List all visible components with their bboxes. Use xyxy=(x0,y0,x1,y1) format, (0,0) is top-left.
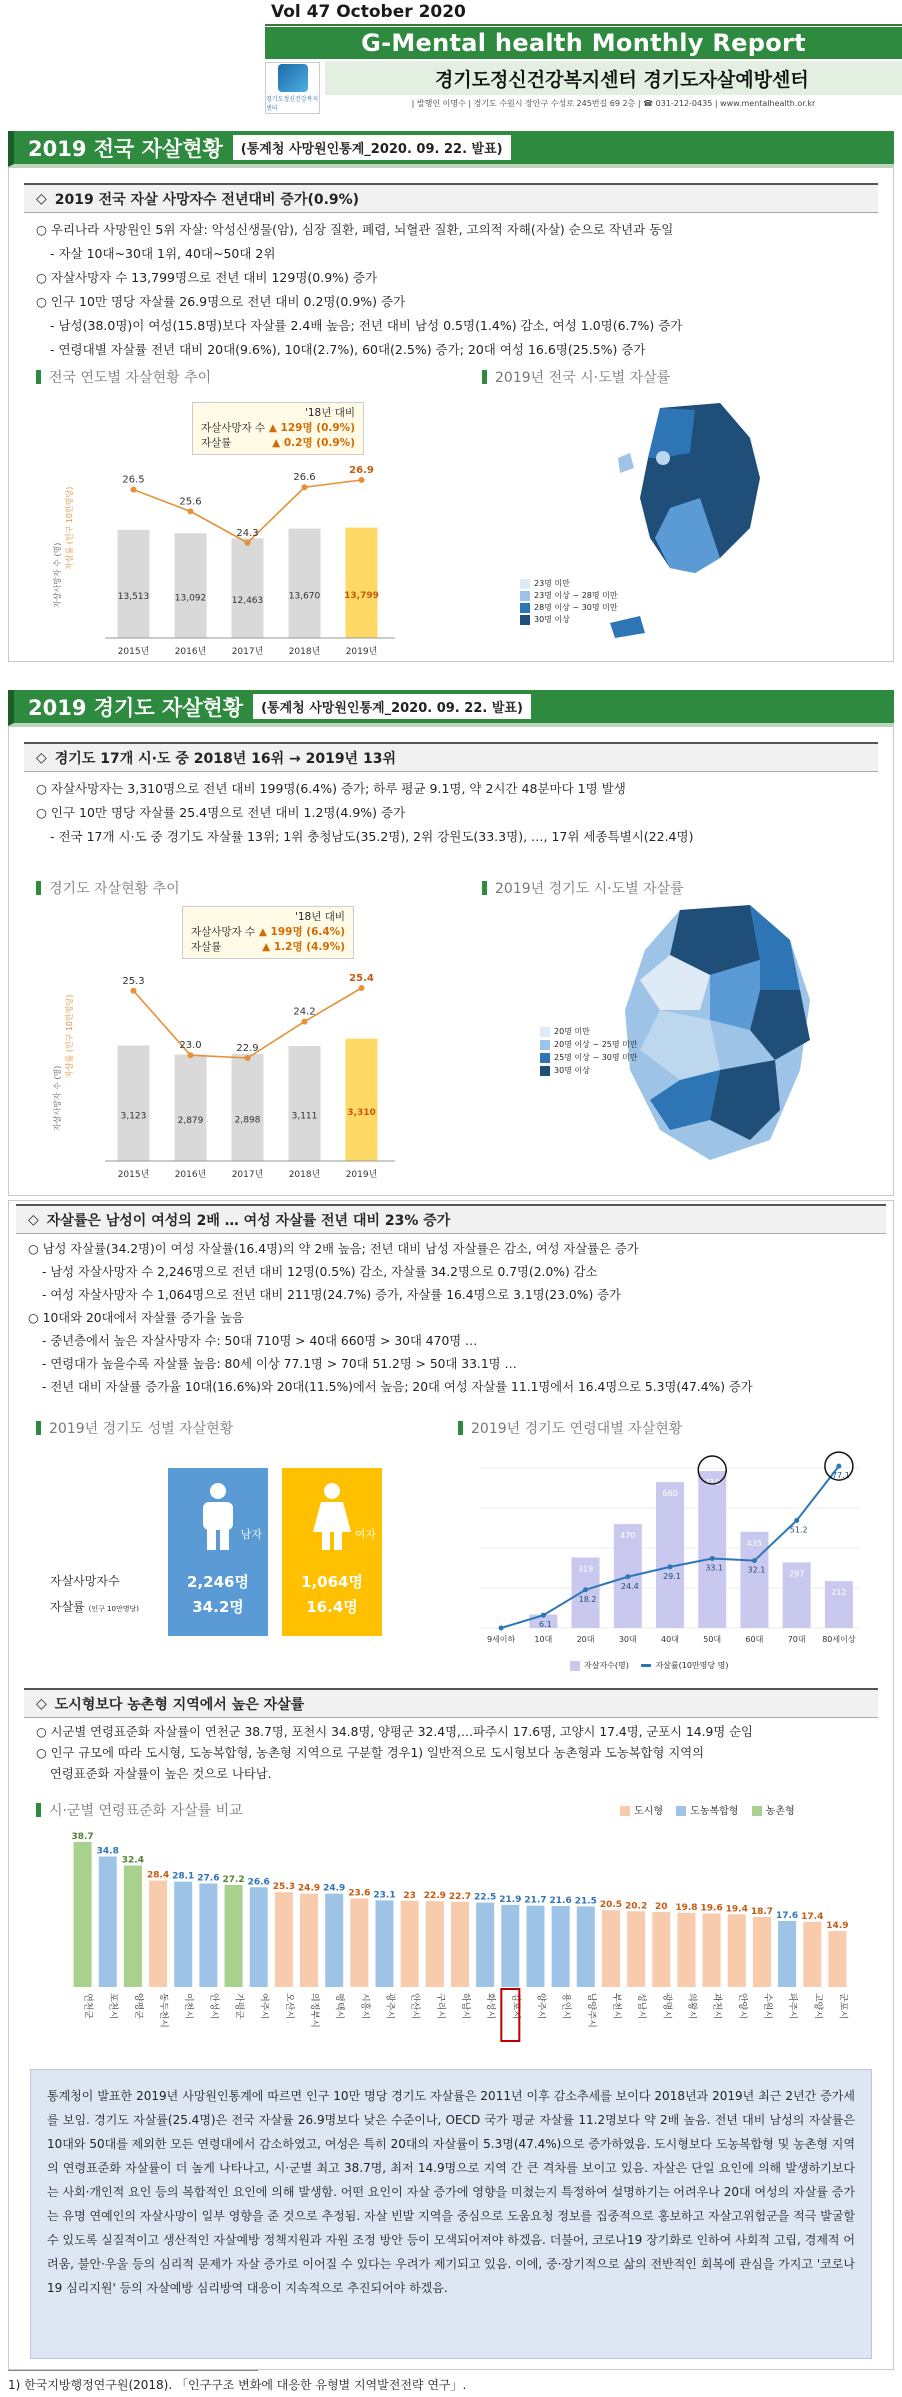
section-title: 2019 전국 자살현황 xyxy=(28,136,223,161)
bar xyxy=(652,1912,670,1987)
bar xyxy=(346,1039,378,1161)
bar xyxy=(501,1905,519,1987)
bar xyxy=(118,1046,150,1161)
text-line: ○ 우리나라 사망원인 5위 자살: 악성신생물(암), 심장 질환, 폐렴, 뇌혈관 질환, 고의적 자해(자살) 순으로 작년과 동일 xyxy=(36,222,674,237)
text-line: ○ 자살사망자 수 13,799명으로 전년 대비 129명(0.9%) 증가 xyxy=(36,270,378,285)
x-tick-label: 안성시 xyxy=(208,1993,219,2020)
rate-value-label: 77.1 xyxy=(831,1471,850,1481)
gender-subhead: ◇ 자살률은 남성이 여성의 2배 … 여성 자살률 전년 대비 23% 증가 xyxy=(16,1204,886,1234)
x-tick-label: 80세이상 xyxy=(822,1635,856,1644)
bar xyxy=(289,529,321,638)
text-line: - 자살 10대~30대 1위, 40대~50대 2위 xyxy=(50,246,276,261)
bar xyxy=(175,533,207,638)
x-tick-label: 성남시 xyxy=(636,1993,647,2020)
legend-swatch xyxy=(641,1664,651,1667)
x-tick-label: 광명시 xyxy=(661,1993,672,2020)
bar xyxy=(174,1882,192,1987)
rate-point xyxy=(245,540,251,546)
row-label: 자살사망자수 xyxy=(50,1574,120,1588)
text-line: - 남성(38.0명)이 여성(15.8명)보다 자살률 2.4배 높음; 전년 대비 남성 0.5명(1.4%) 감소, 여성 1.0명(6.7%) 증가 xyxy=(50,318,683,333)
rate-value-label: 24.4 xyxy=(620,1581,639,1591)
rate-value-label: 24.3 xyxy=(236,527,259,539)
bar-value-label: 22.7 xyxy=(448,1891,472,1902)
rate-point xyxy=(625,1574,630,1579)
national-annotation xyxy=(192,402,364,455)
bar-value-label: 2,879 xyxy=(177,1115,204,1126)
x-tick-label: 광주시 xyxy=(384,1993,395,2020)
rate-point xyxy=(668,1564,673,1569)
bar xyxy=(401,1901,419,1987)
bar xyxy=(526,1906,544,1987)
bar xyxy=(149,1881,167,1988)
x-tick-label: 50대 xyxy=(703,1635,722,1644)
x-tick-label: 2018년 xyxy=(288,1170,321,1180)
bar-value-label: 2,898 xyxy=(234,1115,261,1126)
bar-value-label: 3,310 xyxy=(347,1107,376,1118)
section-source: (통계청 사망원인통계_2020. 09. 22. 발표) xyxy=(233,135,511,160)
bar xyxy=(602,1910,620,1987)
bar xyxy=(250,1887,268,1987)
korea-map-icon xyxy=(600,398,790,653)
legend-swatch xyxy=(520,579,530,589)
legend-label: 30명 이상 xyxy=(554,1066,590,1075)
gender-chart-title: 2019년 경기도 성별 자살현황 xyxy=(36,1418,233,1438)
section-national-bar xyxy=(8,131,894,167)
rate-value-label: 29.1 xyxy=(663,1571,681,1581)
bar-value-label: 20.2 xyxy=(625,1901,648,1912)
rate-value-label: 26.9 xyxy=(349,465,374,476)
rate-point xyxy=(302,1019,308,1025)
bar xyxy=(175,1055,207,1161)
x-tick-label: 구리시 xyxy=(434,1993,445,2020)
legend-swatch xyxy=(540,1053,550,1063)
bar-value-label: 17.4 xyxy=(801,1911,824,1922)
x-tick-label: 파주시 xyxy=(787,1993,798,2020)
rate-point xyxy=(359,477,365,483)
text-line: ○ 인구 10만 명당 자살률 26.9명으로 전년 대비 0.2명(0.9%) 증가 xyxy=(36,294,406,309)
x-tick-label: 2019년 xyxy=(345,1170,378,1180)
x-tick-label: 의정부시 xyxy=(309,1993,320,2028)
bar xyxy=(289,1046,321,1161)
section-gyeonggi-bar xyxy=(8,690,894,726)
ann-label: 자살률 xyxy=(201,437,232,449)
x-tick-label: 의왕시 xyxy=(686,1993,697,2020)
row-label-note: (인구 10만명당) xyxy=(88,1605,140,1613)
ann-head: '18년 대비 xyxy=(304,407,355,419)
bar-value-label: 19.6 xyxy=(700,1903,723,1914)
bar xyxy=(803,1922,821,1987)
x-tick-label: 9세이하 xyxy=(486,1635,516,1644)
x-tick-label: 여주시 xyxy=(258,1993,269,2020)
x-tick-label: 양주시 xyxy=(535,1993,546,2020)
center-logo xyxy=(265,62,320,114)
x-tick-label: 남양주시 xyxy=(585,1993,596,2028)
summary-box: 통계청이 발표한 2019년 사망원인통계에 따르면 인구 10만 명당 경기도 자살률은 2011년 이후 감소추세를 보이다 2018년과 2019년 최근 2년간 증가세를 보임. 경기도 자살률(25.4명)은 전국 자살률 26.9명보다 낮은 수준이나, OECD 국가 평균 자살률 11.2명보다 약 2배 높음. 전년 대비 남성의 자살률은 10대와 50대를 제외한 모든 연령대에서 감소하였고, 여성은 특히 20대의 자살률이 5.3명(47.4%)으로 증가하였음. 도시형보다 도농복합형 및 농촌형 지역의 연령표준화 자살률이 더 높게 나타나고, 시·군별 최고 38.7명, 최저 14.9명으로 지역 간 큰 격차를 보이고 있음. 자살은 단일 요인에 의해 발생하기보다는 사회·개인적 요인 등의 복합적인 요인에 의해 발생함. 어떤 요인이 자살 증가에 영향을 미쳤는지 특정하여 설명하기는 어려우나 20대 여성의 자살률 증가는 유명 연예인의 자살사망이 일부 영향을 준 것으로 추정됨. 자살 빈발 지역을 중심으로 도움요청 정보를 집중적으로 홍보하고 자살고위험군을 적극 발굴할 수 있도록 실질적이고 생산적인 자살예방 정책지원과 자원 조정 방안 등이 모색되어져야 하겠음. 더불어, 코로나19 장기화로 인하여 사회적 고립, 경제적 어려움, 불안·우울 등의 심리적 문제가 자살 증가로 이어질 수 있다는 우려가 제기되고 있음. 이에, 중·장기적으로 삶의 전반적인 회복에 관심을 가지고 '코로나19 심리지원' 등의 자살예방 심리방역 대응이 지속적으로 추진되어야 하겠음. xyxy=(30,2069,872,2359)
bar xyxy=(698,1471,726,1628)
row-label: 자살률 xyxy=(50,1600,85,1614)
bar xyxy=(225,1885,243,1987)
bar-value-label: 19.8 xyxy=(675,1902,698,1913)
x-tick-label: 김포시 xyxy=(510,1993,521,2020)
legend-swatch xyxy=(570,1661,580,1671)
legend-swatch xyxy=(540,1040,550,1050)
x-tick-label: 10대 xyxy=(534,1635,553,1644)
bar-value-label: 26.6 xyxy=(247,1877,270,1888)
bar xyxy=(627,1911,645,1987)
organization-name: 경기도정신건강복지센터 경기도자살예방센터 xyxy=(325,61,902,95)
bar-value-label: 12,463 xyxy=(231,596,264,607)
legend-swatch xyxy=(520,591,530,601)
female-card xyxy=(282,1468,382,1636)
bar xyxy=(199,1884,217,1988)
x-tick-label: 군포시 xyxy=(837,1993,848,2020)
legend-label: 자살률(10만명당 명) xyxy=(655,1661,729,1670)
bar xyxy=(99,1857,117,1988)
x-tick-label: 60대 xyxy=(745,1635,764,1644)
bar xyxy=(300,1894,318,1987)
x-tick-label: 2015년 xyxy=(117,1170,150,1180)
x-tick-label: 2015년 xyxy=(117,647,150,657)
gyeonggi-annotation xyxy=(182,906,354,959)
text-line: ○ 시군별 연령표준화 자살률이 연천군 38.7명, 포천시 34.8명, 양평군 32.4명,…파주시 17.6명, 고양시 17.4명, 군포시 14.9명 순임 xyxy=(36,1725,753,1739)
bar-value-label: 13,092 xyxy=(174,593,207,604)
bar-value-label: 18.7 xyxy=(750,1906,774,1917)
legend-label: 20명 이상 ~ 25명 미만 xyxy=(554,1040,638,1049)
legend-swatch xyxy=(520,615,530,625)
text-line: - 연령대별 자살률 전년 대비 20대(9.6%), 10대(2.7%), 60대(2.5%) 증가; 20대 여성 16.6명(25.5%) 증가 xyxy=(50,342,646,357)
x-tick-label: 30대 xyxy=(618,1635,637,1644)
rate-point xyxy=(541,1613,546,1618)
ann-value: ▲ 129명 (0.9%) xyxy=(268,422,355,434)
male-count: 2,246명 xyxy=(187,1573,249,1591)
bar-value-label: 14.9 xyxy=(826,1921,849,1932)
y2-axis-label: 자살률 (인구 10만명당) xyxy=(65,994,74,1078)
x-tick-label: 양평군 xyxy=(132,1993,143,2020)
rate-point xyxy=(188,508,194,514)
bar xyxy=(778,1921,796,1987)
rate-point xyxy=(710,1556,715,1561)
legend-label: 도농복합형 xyxy=(690,1806,739,1817)
rate-point xyxy=(359,985,365,991)
section-source: (통계청 사망원인통계_2020. 09. 22. 발표) xyxy=(253,694,531,719)
region-chart xyxy=(70,1822,850,2057)
national-map xyxy=(534,398,790,653)
x-tick-label: 20대 xyxy=(576,1635,595,1644)
publisher-address: | 발행인 이명수 | 경기도 수원시 장안구 수성로 245번길 69 2층 | ☎ 031-212-0435 | www.mentalhealth.or.kr xyxy=(411,99,816,108)
rate-value-label: 18.2 xyxy=(578,1594,597,1604)
bar-value-label: 27.2 xyxy=(222,1875,245,1885)
x-tick-label: 부천시 xyxy=(610,1993,621,2020)
legend-label: 자살자수(명) xyxy=(584,1661,629,1670)
rate-value-label: 26.6 xyxy=(293,472,316,484)
gender-row-labels xyxy=(50,1568,139,1622)
rate-value-label: 32.1 xyxy=(747,1565,766,1575)
x-tick-label: 고양시 xyxy=(812,1993,823,2020)
bar xyxy=(325,1894,343,1987)
national-subhead: ◇ 2019 전국 자살 사망자수 전년대비 증가(0.9%) xyxy=(24,183,878,213)
bar-value-label: 21.6 xyxy=(549,1896,572,1906)
rate-value-label: 51.2 xyxy=(789,1525,808,1535)
region-subhead: ◇ 도시형보다 농촌형 지역에서 높은 자살률 xyxy=(24,1688,878,1718)
x-tick-label: 용인시 xyxy=(560,1993,571,2020)
bar-value-label: 22.5 xyxy=(474,1892,497,1903)
rate-value-label: 6.1 xyxy=(538,1620,552,1630)
section-title: 2019 경기도 자살현황 xyxy=(28,695,244,720)
bar xyxy=(74,1842,92,1987)
female-count: 1,064명 xyxy=(301,1573,363,1591)
bar-value-label: 21.9 xyxy=(499,1894,522,1905)
rate-point xyxy=(302,484,308,490)
x-tick-label: 하남시 xyxy=(460,1993,470,2020)
bar-value-label: 21.7 xyxy=(524,1895,547,1906)
footnote: 1) 한국지방행정연구원(2018). 「인구구조 변화에 대응한 유형별 지역발전전략 연구」. xyxy=(8,2378,467,2392)
x-tick-label: 2016년 xyxy=(174,647,207,657)
bar-value-label: 3,111 xyxy=(291,1111,318,1122)
bar-value-label: 24.9 xyxy=(323,1883,346,1894)
bar-value-label: 319 xyxy=(577,1564,594,1574)
rate-point xyxy=(836,1464,841,1469)
text-line: ○ 인구 규모에 따라 도시형, 도농복합형, 농촌형 지역으로 구분할 경우1) 일반적으로 도시형보다 농촌형과 도농복합형 지역의 xyxy=(36,1746,704,1760)
bar xyxy=(350,1899,368,1988)
bar xyxy=(232,538,264,638)
bar-value-label: 27.6 xyxy=(197,1873,220,1884)
logo-text: 경기도정신건강복지센터 xyxy=(266,96,319,112)
female-rate: 16.4명 xyxy=(306,1598,358,1616)
text-line: ○ 남성 자살률(34.2명)이 여성 자살률(16.4명)의 약 2배 높음; 전년 대비 남성 자살률은 감소, 여성 자살률은 증가 xyxy=(28,1242,639,1256)
legend-label: 28명 이상 ~ 30명 미만 xyxy=(534,603,618,612)
issue-volume xyxy=(265,0,902,24)
x-tick-label: 안양시 xyxy=(736,1993,747,2020)
rate-point xyxy=(245,1055,251,1061)
national-map-legend xyxy=(520,578,618,626)
bar-value-label: 212 xyxy=(831,1588,847,1598)
bar-value-label: 297 xyxy=(789,1569,805,1579)
rate-point xyxy=(583,1587,588,1592)
bar-value-label: 20.5 xyxy=(599,1900,623,1911)
age-chart-title: 2019년 경기도 연령대별 자살현황 xyxy=(458,1418,682,1438)
bar-value-label: 22.9 xyxy=(423,1891,446,1902)
legend-label: 30명 이상 xyxy=(534,615,570,624)
rate-point xyxy=(499,1626,504,1631)
gyeonggi-map-legend xyxy=(540,1025,638,1077)
bar-value-label: 19.4 xyxy=(725,1904,748,1915)
legend-label: 25명 이상 ~ 30명 미만 xyxy=(554,1053,638,1062)
male-rate: 34.2명 xyxy=(192,1598,244,1616)
x-tick-label: 수원시 xyxy=(761,1993,772,2020)
rate-value-label: 25.4 xyxy=(349,973,374,984)
bar-value-label: 710 xyxy=(704,1478,720,1488)
rate-point xyxy=(752,1558,757,1563)
bar-value-label: 20 xyxy=(655,1902,668,1912)
bar-value-label: 32.4 xyxy=(121,1855,145,1866)
report-title: G-Mental health Monthly Report xyxy=(265,27,902,59)
gyeonggi-map-title: 2019년 경기도 시·도별 자살률 xyxy=(482,878,684,898)
bar-value-label: 13,670 xyxy=(288,591,321,602)
ann-label: 자살률 xyxy=(191,941,222,953)
x-tick-label: 동두천시 xyxy=(158,1993,169,2028)
ann-label: 자살사망자 수 xyxy=(201,422,266,434)
gyeonggi-subhead: ◇ 경기도 17개 시·도 중 2018년 16위 → 2019년 13위 xyxy=(24,742,878,772)
x-tick-label: 2017년 xyxy=(231,647,264,657)
age-chart xyxy=(470,1440,870,1660)
bar xyxy=(426,1901,444,1987)
gyeonggi-text xyxy=(36,777,876,849)
y2-axis-label: 자살률 (인구 10만명당) xyxy=(65,486,74,570)
rate-point xyxy=(794,1518,799,1523)
bar xyxy=(577,1906,595,1987)
male-person-icon xyxy=(195,1482,241,1552)
x-tick-label: 40대 xyxy=(661,1635,679,1644)
legend-swatch xyxy=(540,1027,550,1037)
gender-figure xyxy=(50,1468,430,1638)
legend-swatch xyxy=(540,1066,550,1076)
text-line: ○ 자살사망자는 3,310명으로 전년 대비 199명(6.4%) 증가; 하루 평균 9.1명, 약 2시간 48분마다 1명 발생 xyxy=(36,781,626,796)
national-text xyxy=(36,218,876,362)
gender-text xyxy=(28,1238,878,1399)
header-rule xyxy=(265,24,902,26)
rate-value-label: 25.3 xyxy=(122,975,145,987)
legend-label: 20명 미만 xyxy=(554,1027,590,1036)
bar-value-label: 13,799 xyxy=(344,590,379,601)
ann-label: 자살사망자 수 xyxy=(191,926,256,938)
bar xyxy=(275,1892,293,1987)
text-line: - 연령대가 높을수록 자살률 높음: 80세 이상 77.1명 > 70대 51.2명 > 50대 33.1명 … xyxy=(42,1357,517,1371)
region-chart-title: 시·군별 연령표준화 자살률 비교 xyxy=(36,1800,243,1820)
text-line: - 전국 17개 시·도 중 경기도 자살률 13위; 1위 충청남도(35.2명), 2위 강원도(33.3명), …, 17위 세종특별시(22.4명) xyxy=(50,829,694,844)
bar-value-label: 34.8 xyxy=(96,1846,119,1857)
x-tick-label: 70대 xyxy=(787,1635,806,1644)
ann-value: ▲ 1.2명 (4.9%) xyxy=(262,941,345,953)
x-tick-label: 화성시 xyxy=(485,1993,496,2020)
rate-point xyxy=(188,1052,194,1058)
bar xyxy=(232,1054,264,1161)
bar-value-label: 3,123 xyxy=(120,1111,147,1122)
ann-head: '18년 대비 xyxy=(294,911,345,923)
rate-value-label: 26.5 xyxy=(122,474,145,486)
bar xyxy=(124,1866,142,1988)
legend-label: 23명 미만 xyxy=(534,579,570,588)
x-tick-label: 포천시 xyxy=(107,1993,118,2020)
x-tick-label: 과천시 xyxy=(711,1993,722,2020)
bar-value-label: 21.5 xyxy=(574,1896,597,1907)
male-card xyxy=(168,1468,268,1636)
x-tick-label: 이천시 xyxy=(183,1993,194,2020)
text-line: ○ 인구 10만 명당 자살률 25.4명으로 전년 대비 1.2명(4.9%) 증가 xyxy=(36,805,406,820)
volume-text: Vol 47 October 2020 xyxy=(271,2,466,22)
age-legend xyxy=(560,1660,729,1671)
x-tick-label: 2018년 xyxy=(288,647,321,657)
rate-value-label: 23.0 xyxy=(179,1040,202,1052)
text-line: 연령표준화 자살률이 높은 것으로 나타남. xyxy=(50,1767,272,1781)
x-tick-label: 연천군 xyxy=(82,1993,93,2020)
text-line: - 전년 대비 자살률 증가율 10대(16.6%)와 20대(11.5%)에서 높음; 20대 여성 자살률 11.1명에서 16.4명으로 5.3명(47.4%) 증가 xyxy=(42,1380,753,1394)
legend-label: 23명 이상 ~ 28명 미만 xyxy=(534,591,618,600)
text-line: ○ 10대와 20대에서 자살률 증가율 높음 xyxy=(28,1311,244,1325)
bar xyxy=(753,1917,771,1987)
legend-swatch xyxy=(676,1806,686,1816)
x-tick-label: 오산시 xyxy=(283,1993,294,2020)
bar-value-label: 28.1 xyxy=(172,1871,195,1882)
legend-swatch xyxy=(620,1806,630,1816)
legend-label: 농촌형 xyxy=(765,1806,795,1817)
bar-value-label: 28.4 xyxy=(146,1870,170,1881)
y-axis-label: 자살사망자 수 (명) xyxy=(53,542,62,608)
gyeonggi-chart-title: 경기도 자살현황 추이 xyxy=(36,878,180,898)
rate-point xyxy=(131,487,137,493)
bar xyxy=(703,1914,721,1988)
rate-value-label: 25.6 xyxy=(179,496,202,508)
bar-value-label: 23.6 xyxy=(348,1888,371,1899)
x-tick-label: 2016년 xyxy=(174,1170,207,1180)
footnote-rule xyxy=(8,2370,258,2371)
male-label: 남자 xyxy=(240,1528,262,1541)
legend-swatch xyxy=(520,603,530,613)
text-line: - 중년층에서 높은 자살사망자 수: 50대 710명 > 40대 660명 > 30대 470명 … xyxy=(42,1334,478,1348)
ann-value: ▲ 199명 (6.4%) xyxy=(258,926,345,938)
logo-mark-icon xyxy=(278,64,308,92)
rate-point xyxy=(131,988,137,994)
bar xyxy=(451,1902,469,1987)
x-tick-label: 안산시 xyxy=(409,1993,420,2020)
bar-value-label: 23 xyxy=(403,1890,416,1901)
y-axis-label: 자살사망자 수 (명) xyxy=(53,1065,62,1131)
text-line: - 남성 자살사망자 수 2,246명으로 전년 대비 12명(0.5%) 감소, 자살률 34.2명으로 0.7명(2.0%) 감소 xyxy=(42,1265,598,1279)
x-tick-label: 2019년 xyxy=(345,647,378,657)
x-tick-label: 가평군 xyxy=(233,1993,244,2020)
text-line: - 여성 자살사망자 수 1,064명으로 전년 대비 211명(24.7%) 증가, 자살률 16.4명으로 3.1명(23.0%) 증가 xyxy=(42,1288,621,1302)
gyeonggi-trend-chart xyxy=(50,958,400,1183)
rate-value-label: 33.1 xyxy=(705,1563,724,1573)
rate-value-label: 24.2 xyxy=(293,1006,316,1018)
bar xyxy=(552,1906,570,1987)
bar xyxy=(376,1900,394,1987)
bar xyxy=(728,1914,746,1987)
national-chart-title: 전국 연도별 자살현황 추이 xyxy=(36,367,211,387)
female-label: 여자 xyxy=(354,1528,376,1541)
national-trend-chart xyxy=(50,450,400,660)
bar-value-label: 25.3 xyxy=(272,1882,295,1893)
bar-value-label: 435 xyxy=(746,1538,763,1548)
bar xyxy=(118,530,150,638)
ann-value: ▲ 0.2명 (0.9%) xyxy=(272,437,355,449)
legend-label: 도시형 xyxy=(634,1806,663,1817)
bar-value-label: 24.9 xyxy=(297,1883,321,1894)
bar xyxy=(828,1931,846,1987)
bar-value-label: 13,513 xyxy=(117,591,150,602)
x-tick-label: 2017년 xyxy=(231,1170,264,1180)
gyeonggi-map xyxy=(554,900,840,1170)
bar-value-label: 17.6 xyxy=(775,1911,799,1921)
bar xyxy=(656,1482,684,1628)
region-text xyxy=(36,1722,876,1785)
region-legend xyxy=(610,1802,795,1817)
bar xyxy=(476,1903,494,1987)
bar xyxy=(346,528,378,638)
national-map-title: 2019년 전국 시·도별 자살률 xyxy=(482,367,670,387)
legend-swatch xyxy=(752,1806,762,1816)
x-tick-label: 평택시 xyxy=(334,1993,345,2020)
bar-value-label: 38.7 xyxy=(71,1831,94,1842)
x-tick-label: 시흥시 xyxy=(359,1993,370,2020)
bar-value-label: 470 xyxy=(620,1531,636,1541)
bar xyxy=(677,1913,695,1987)
rate-value-label: 22.9 xyxy=(236,1043,259,1054)
female-person-icon xyxy=(309,1482,355,1552)
bar-value-label: 23.1 xyxy=(373,1890,396,1901)
bar-value-label: 660 xyxy=(662,1489,678,1499)
